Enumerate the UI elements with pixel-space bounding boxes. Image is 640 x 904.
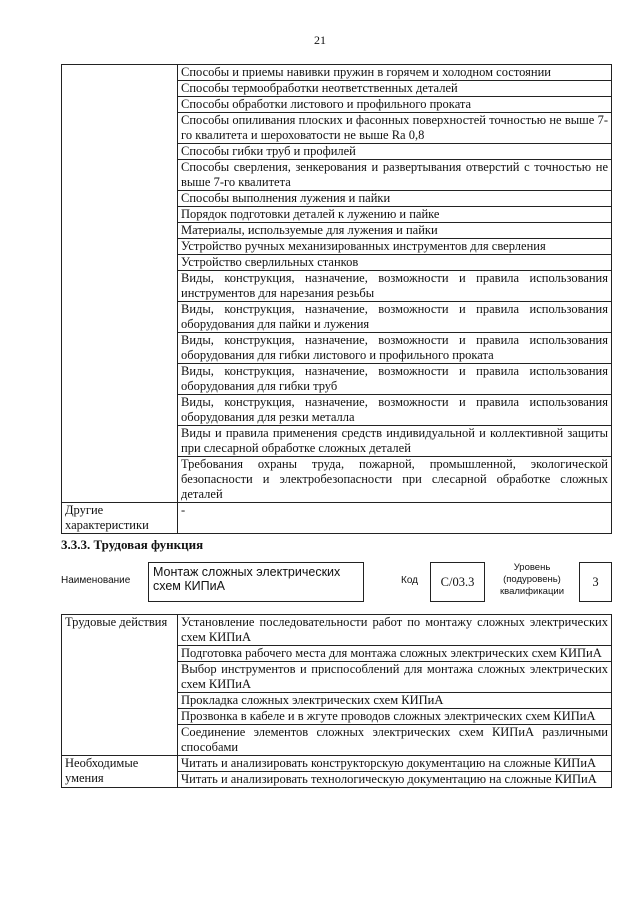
knowledge-item: Способы термообработки неответственных деталей	[178, 81, 612, 97]
level-label: Уровень (подуровень) квалификации	[499, 562, 565, 597]
page-number: 21	[314, 33, 326, 47]
other-characteristics-value: -	[178, 503, 612, 534]
function-item: Соединение элементов сложных электрических схем КИПиА различными способами	[178, 725, 612, 756]
knowledge-item: Виды, конструкция, назначение, возможности и правила использования оборудования для пайки и лужения	[178, 302, 612, 333]
knowledge-item: Способы опиливания плоских и фасонных поверхностей точностью не выше 7-го квалитета и шероховатости не выше Ra 0,8	[178, 113, 612, 144]
knowledge-item: Способы сверления, зенкерования и развертывания отверстий с точностью не выше 7-го квалитета	[178, 160, 612, 191]
function-item: Читать и анализировать технологическую документацию на сложные КИПиА	[178, 772, 612, 788]
code-label: Код	[401, 575, 419, 586]
function-item: Подготовка рабочего места для монтажа сложных электрических схем КИПиА	[178, 646, 612, 662]
knowledge-item: Способы обработки листового и профильного проката	[178, 97, 612, 113]
function-item: Установление последовательности работ по монтажу сложных электрических схем КИПиА	[178, 615, 612, 646]
table-row	[62, 615, 612, 646]
table-row	[62, 756, 612, 772]
function-name-field: Монтаж сложных электрических схем КИПиА	[148, 562, 364, 602]
function-table	[61, 614, 612, 788]
actions-label: Трудовые действия	[62, 615, 178, 756]
table-row	[62, 65, 612, 81]
knowledge-item: Виды, конструкция, назначение, возможности и правила использования оборудования для гибки труб	[178, 364, 612, 395]
section-heading: 3.3.3. Трудовая функция	[61, 537, 204, 552]
name-label: Наименование	[61, 575, 131, 586]
knowledge-item: Материалы, используемые для лужения и пайки	[178, 223, 612, 239]
function-item: Выбор инструментов и приспособлений для монтажа сложных электрических схем КИПиА	[178, 662, 612, 693]
knowledge-table	[61, 64, 612, 534]
function-item: Прокладка сложных электрических схем КИПиА	[178, 693, 612, 709]
knowledge-item: Виды, конструкция, назначение, возможности и правила использования оборудования для гибки листового и профильного проката	[178, 333, 612, 364]
knowledge-item: Порядок подготовки деталей к лужению и пайке	[178, 207, 612, 223]
knowledge-item: Способы выполнения лужения и пайки	[178, 191, 612, 207]
knowledge-item: Способы и приемы навивки пружин в горячем и холодном состоянии	[178, 65, 612, 81]
knowledge-item: Виды, конструкция, назначение, возможности и правила использования оборудования для резки металла	[178, 395, 612, 426]
skills-label: Необходимые умения	[62, 756, 178, 788]
row-label-empty	[62, 65, 178, 503]
function-header	[61, 562, 612, 602]
knowledge-item: Виды, конструкция, назначение, возможности и правила использования инструментов для нарезания резьбы	[178, 271, 612, 302]
function-item: Прозвонка в кабеле и в жгуте проводов сложных электрических схем КИПиА	[178, 709, 612, 725]
other-characteristics-label: Другие характеристики	[62, 503, 178, 534]
knowledge-item: Виды и правила применения средств индивидуальной и коллективной защиты при слесарной обработке сложных деталей	[178, 426, 612, 457]
knowledge-item: Устройство сверлильных станков	[178, 255, 612, 271]
knowledge-item: Способы гибки труб и профилей	[178, 144, 612, 160]
table-row	[62, 503, 612, 534]
knowledge-item: Требования охраны труда, пожарной, промышленной, экологической безопасности и электробезопасности при слесарной обработке сложных деталей	[178, 457, 612, 503]
knowledge-item: Устройство ручных механизированных инструментов для сверления	[178, 239, 612, 255]
function-item: Читать и анализировать конструкторскую документацию на сложные КИПиА	[178, 756, 612, 772]
function-code-field: С/03.3	[430, 562, 485, 602]
level-value-field: 3	[579, 562, 612, 602]
